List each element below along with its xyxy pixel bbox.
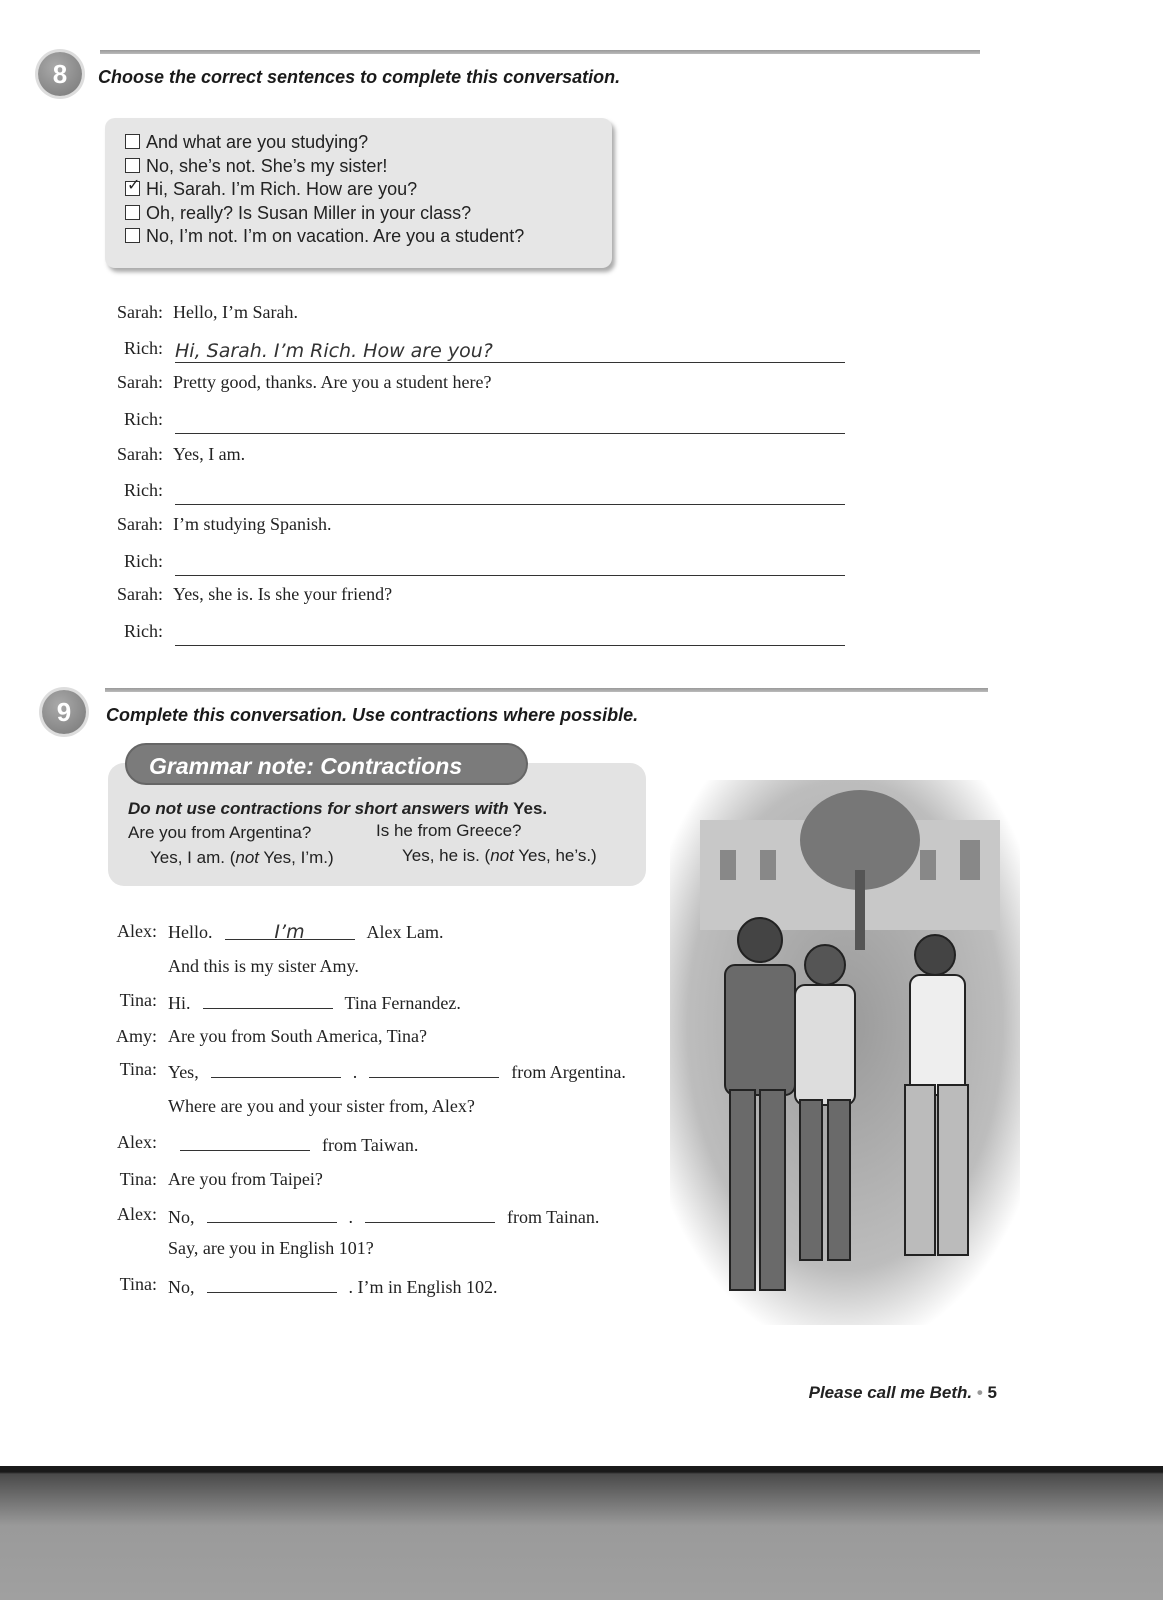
line-text: . I’m in English 102. — [348, 1277, 498, 1297]
line-text: No, — [168, 1207, 195, 1227]
speaker-label: Sarah: — [117, 302, 163, 322]
line-text: And this is my sister Amy. — [168, 956, 359, 976]
choice-item — [125, 132, 368, 153]
checkbox[interactable] — [125, 205, 140, 220]
line-text: from Argentina. — [511, 1062, 626, 1082]
speaker-label: Rich: — [124, 621, 163, 641]
checkbox[interactable] — [125, 228, 140, 243]
speaker-label: Rich: — [124, 551, 163, 571]
example-question-2: Is he from Greece? — [376, 821, 522, 840]
line-text: I’m studying Spanish. — [173, 514, 332, 534]
line-text: Yes, I am. — [173, 444, 246, 464]
answer-blank[interactable] — [207, 1274, 337, 1293]
line-text: from Tainan. — [507, 1207, 600, 1227]
grammar-note-title: Grammar note: Contractions — [125, 743, 528, 785]
footer-title: Please call me Beth. — [808, 1383, 973, 1402]
answer-line[interactable] — [175, 553, 845, 576]
exercise-8-instructions: Choose the correct sentences to complete this conversation. — [98, 67, 621, 87]
line-text: No, — [168, 1277, 195, 1297]
grammar-rule — [128, 799, 547, 819]
page-footer — [809, 1383, 997, 1403]
page-number: 5 — [987, 1383, 997, 1402]
line-content — [168, 921, 443, 943]
answer-2-end: Yes, he’s.) — [513, 846, 597, 865]
choice-item — [125, 226, 524, 247]
line-text: Pretty good, thanks. Are you a student here? — [173, 372, 492, 392]
speaker-label: Tina: — [119, 990, 157, 1010]
choice-item — [125, 156, 387, 177]
line-content — [168, 1204, 599, 1228]
speaker-label: Rich: — [124, 338, 163, 358]
line-text: Hi. — [168, 993, 191, 1013]
line-text: Are you from South America, Tina? — [168, 1026, 427, 1046]
answer-line[interactable] — [175, 340, 845, 363]
grammar-rule-word: Yes. — [513, 799, 548, 818]
answer-line[interactable] — [175, 482, 845, 505]
handwritten-answer: Hi, Sarah. I’m Rich. How are you? — [175, 340, 493, 362]
choice-item — [125, 203, 471, 224]
checkbox[interactable] — [125, 158, 140, 173]
section-9-rule — [105, 688, 988, 692]
choice-text: No, I’m not. I’m on vacation. Are you a student? — [146, 226, 525, 246]
answer-blank[interactable] — [365, 1204, 495, 1223]
speaker-label: Sarah: — [117, 444, 163, 464]
scanner-edge — [0, 1466, 1163, 1600]
speaker-label: Rich: — [124, 480, 163, 500]
exercise-number-9: 9 — [42, 690, 86, 734]
speaker-label: Amy: — [115, 1026, 157, 1046]
answer-line[interactable] — [175, 411, 845, 434]
answer-2-text: Yes, he is. ( — [402, 846, 491, 865]
line-text: Hello. — [168, 922, 213, 942]
line-text: Are you from Taipei? — [168, 1169, 323, 1189]
section-8-rule — [100, 50, 980, 54]
answer-blank[interactable] — [203, 990, 333, 1009]
answer-blank[interactable] — [207, 1204, 337, 1223]
answer-blank[interactable] — [211, 1059, 341, 1078]
speaker-label: Tina: — [119, 1274, 157, 1294]
speaker-label: Rich: — [124, 409, 163, 429]
answer-1-end: Yes, I’m.) — [259, 848, 334, 867]
line-text: . — [352, 1062, 358, 1082]
students-illustration — [670, 780, 1020, 1325]
choice-text: Hi, Sarah. I’m Rich. How are you? — [146, 179, 418, 199]
answer-1-not: not — [235, 848, 259, 867]
line-text: . — [348, 1207, 353, 1227]
footer-bullet: • — [976, 1383, 983, 1402]
answer-blank[interactable]: I’m — [225, 921, 355, 940]
line-content — [168, 1238, 374, 1259]
checkbox[interactable] — [125, 134, 140, 149]
choice-text: No, she’s not. She’s my sister! — [146, 155, 388, 176]
line-content — [168, 1274, 498, 1298]
speaker-label: Alex: — [117, 1132, 157, 1152]
choice-text: Oh, really? Is Susan Miller in your class? — [146, 202, 472, 223]
line-content — [168, 1169, 323, 1190]
sentence-choices-box — [105, 118, 612, 268]
line-content — [168, 1059, 626, 1083]
answer-blank[interactable] — [180, 1132, 310, 1151]
speaker-label: Tina: — [119, 1169, 157, 1189]
line-content — [168, 1096, 475, 1117]
line-content — [168, 990, 461, 1014]
exercise-number-8: 8 — [38, 52, 82, 96]
speaker-label: Alex: — [117, 1204, 157, 1224]
line-text: Hello, I’m Sarah. — [173, 302, 298, 322]
checkbox[interactable] — [125, 181, 140, 196]
speaker-label: Sarah: — [117, 584, 163, 604]
answer-1-text: Yes, I am. ( — [150, 848, 236, 867]
choice-item — [125, 179, 417, 200]
speaker-label: Sarah: — [117, 514, 163, 534]
example-answer-2 — [402, 846, 597, 866]
line-text: Alex Lam. — [366, 922, 444, 942]
line-text: Tina Fernandez. — [344, 993, 461, 1013]
line-content — [168, 1132, 418, 1156]
line-text: Yes, she is. Is she your friend? — [173, 584, 393, 604]
speaker-label: Alex: — [117, 921, 157, 941]
line-content — [168, 956, 359, 977]
line-text: Say, are you in English 101? — [168, 1238, 374, 1258]
answer-blank[interactable] — [369, 1059, 499, 1078]
example-question-1: Are you from Argentina? — [128, 823, 312, 842]
speaker-label: Tina: — [119, 1059, 157, 1079]
choice-text: And what are you studying? — [146, 132, 369, 152]
example-answer-1 — [150, 848, 334, 868]
exercise-9-instructions: Complete this conversation. Use contractions where possible. — [106, 705, 639, 725]
line-text: Where are you and your sister from, Alex? — [168, 1096, 475, 1116]
speaker-label: Sarah: — [117, 372, 163, 392]
line-text: from Taiwan. — [322, 1135, 419, 1155]
line-content — [168, 1026, 427, 1047]
answer-line[interactable] — [175, 623, 845, 646]
line-text: Yes, — [168, 1062, 199, 1082]
answer-2-not: not — [490, 846, 514, 865]
grammar-rule-text: Do not use contractions for short answers with — [128, 799, 509, 818]
